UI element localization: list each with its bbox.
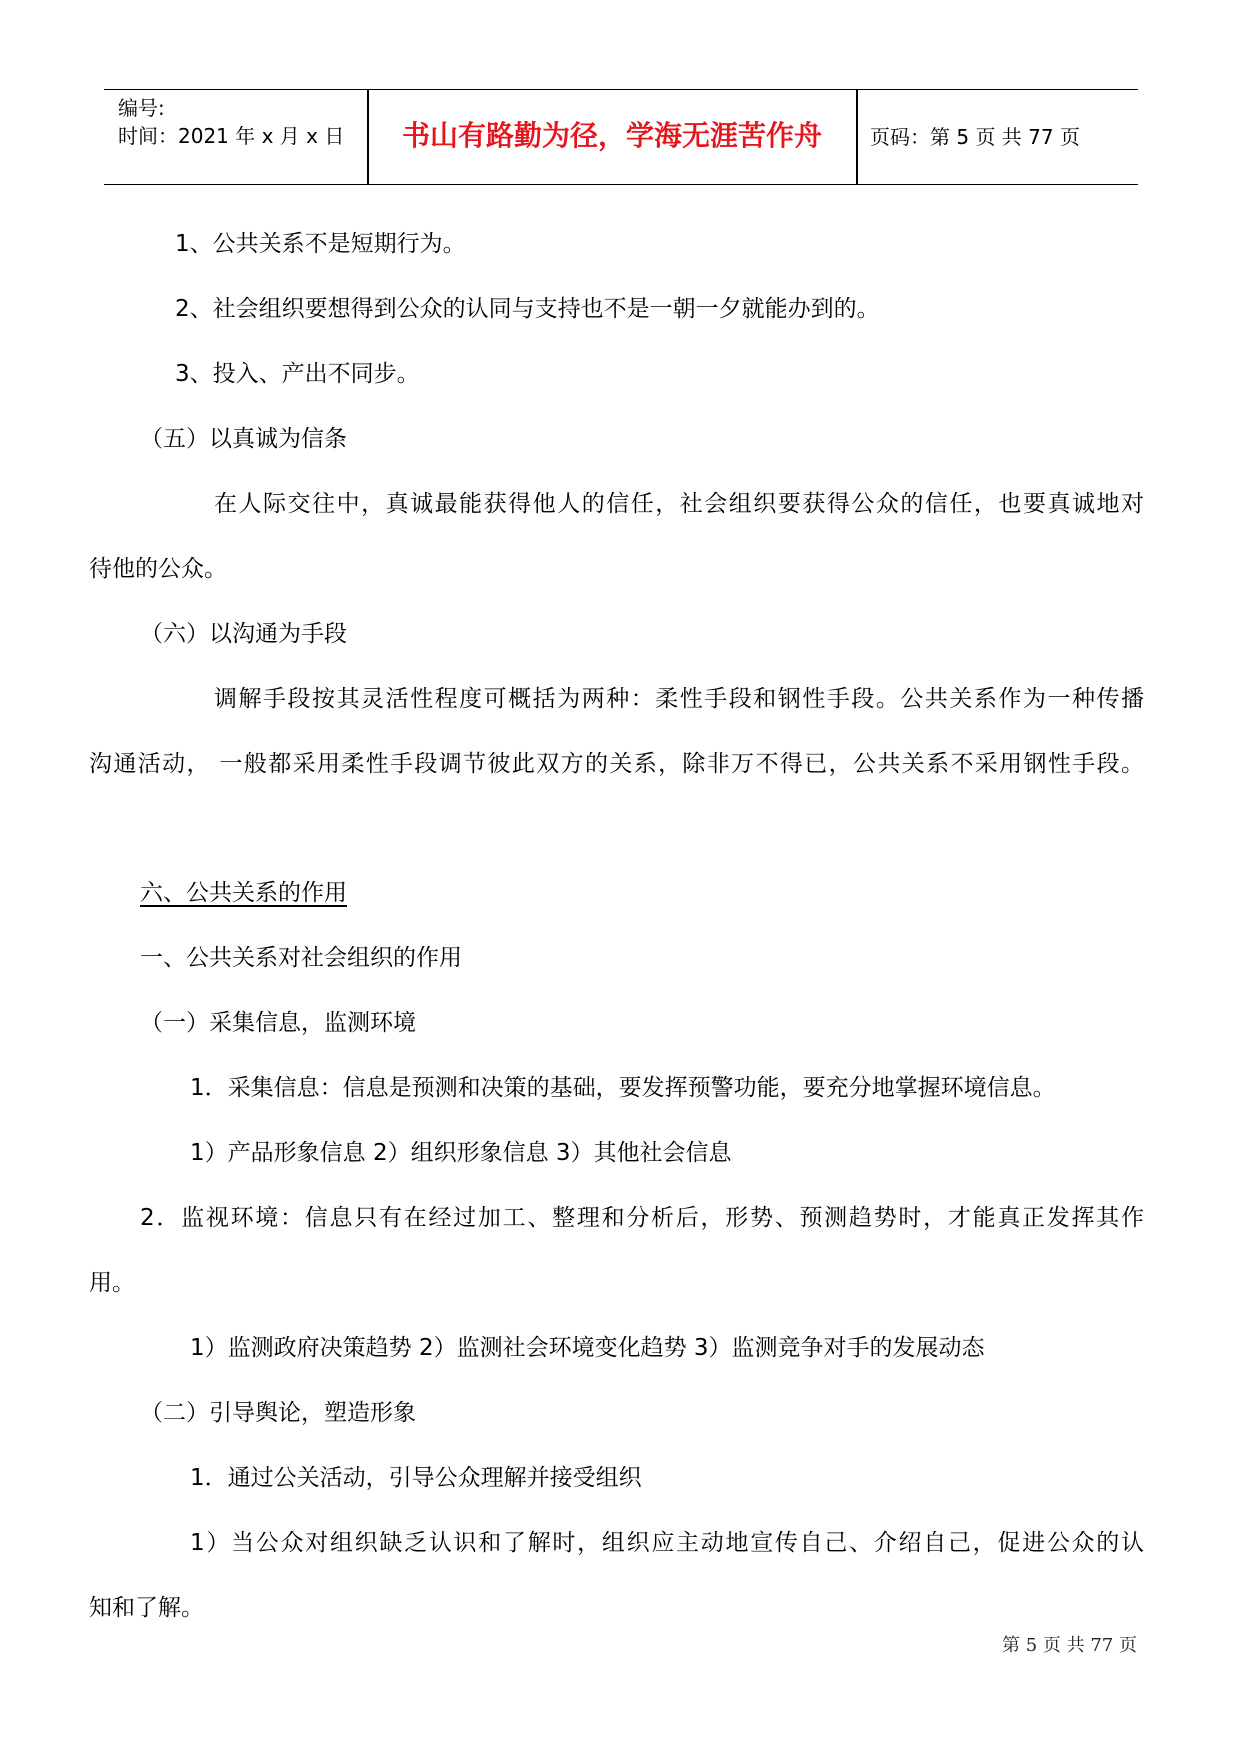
paragraph-line: 用。	[89, 1270, 135, 1296]
header-divider-right	[856, 90, 858, 184]
list-item: 1）产品形象信息 2）组织形象信息 3）其他社会信息	[190, 1140, 732, 1166]
paragraph-line: 2．监视环境：信息只有在经过加工、整理和分析后，形势、预测趋势时，才能真正发挥其作	[140, 1205, 1144, 1231]
section-heading: （五）以真诚为信条	[140, 426, 347, 452]
page-footer: 第 5 页 共 77 页	[1002, 1635, 1137, 1656]
list-item: 1．通过公关活动，引导公众理解并接受组织	[190, 1465, 642, 1491]
header-meta	[118, 94, 368, 150]
paragraph-line: 沟通活动， 一般都采用柔性手段调节彼此双方的关系，除非万不得已，公共关系不采用钢性手段。	[89, 751, 1144, 777]
paragraph-line: 知和了解。	[89, 1595, 204, 1621]
paragraph-line: 1）当公众对组织缺乏认识和了解时，组织应主动地宣传自己、介绍自己，促进公众的认	[190, 1530, 1144, 1556]
paragraph-line: 待他的公众。	[89, 556, 227, 582]
section-heading: 一、公共关系对社会组织的作用	[140, 945, 462, 971]
chapter-heading: 六、公共关系的作用	[140, 880, 347, 906]
time-label: 时间：2021 年 x 月 x 日	[118, 124, 345, 148]
header-motto: 书山有路勤为径，学海无涯苦作舟	[401, 119, 822, 152]
paragraph-line: 调解手段按其灵活性程度可概括为两种：柔性手段和钢性手段。公共关系作为一种传播	[214, 686, 1144, 712]
list-item: 3、投入、产出不同步。	[175, 361, 420, 387]
paragraph-line: 在人际交往中，真诚最能获得他人的信任，社会组织要获得公众的信任，也要真诚地对	[214, 491, 1144, 517]
section-heading: （一）采集信息，监测环境	[140, 1010, 416, 1036]
section-heading: （六）以沟通为手段	[140, 621, 347, 647]
header-table	[104, 89, 1138, 185]
list-item: 1．采集信息：信息是预测和决策的基础，要发挥预警功能，要充分地掌握环境信息。	[190, 1075, 1056, 1101]
list-item: 1）监测政府决策趋势 2）监测社会环境变化趋势 3）监测竞争对手的发展动态	[190, 1335, 985, 1361]
section-heading: （二）引导舆论，塑造形象	[140, 1400, 416, 1426]
header-page-label: 页码：第 5 页 共 77 页	[870, 125, 1080, 149]
list-item: 1、公共关系不是短期行为。	[175, 231, 466, 257]
number-label: 编号:	[118, 96, 165, 120]
list-item: 2、社会组织要想得到公众的认同与支持也不是一朝一夕就能办到的。	[175, 296, 880, 322]
